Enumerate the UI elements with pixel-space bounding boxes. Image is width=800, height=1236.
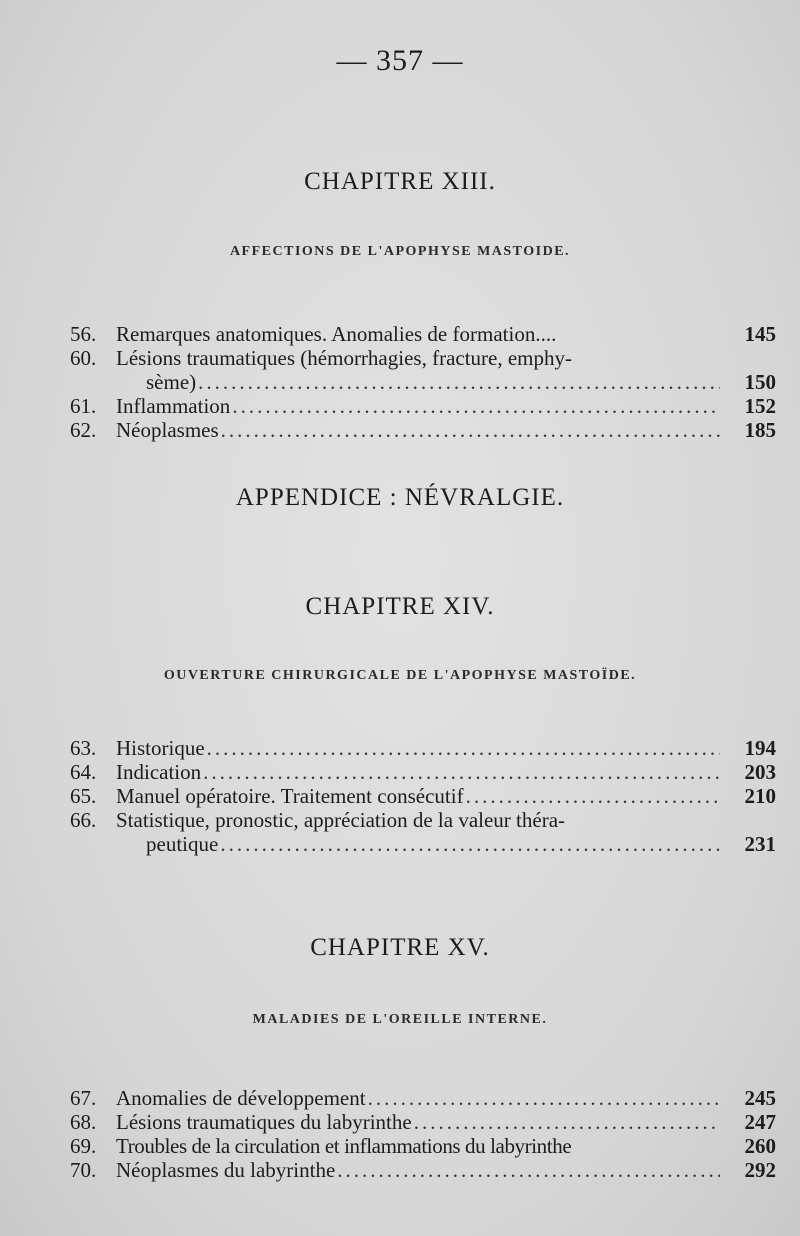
leader-dots — [414, 1110, 720, 1134]
entry-number: 64. — [70, 760, 97, 784]
chapter-heading-14: CHAPITRE XIV. — [305, 593, 495, 620]
entry-title: Inflammation — [116, 394, 231, 418]
entry-page: 260 — [744, 1134, 776, 1158]
leader-dots — [203, 760, 720, 784]
entry-title: Anomalies de développement — [116, 1086, 366, 1110]
appendix-heading: APPENDICE : NÉVRALGIE. — [235, 484, 565, 511]
toc-entry — [70, 394, 776, 418]
chapter-heading-13: CHAPITRE XIII. — [304, 168, 496, 195]
entry-number: 63. — [70, 736, 97, 760]
toc-entry — [70, 1134, 776, 1158]
entry-page: 185 — [744, 418, 776, 442]
leader-dots — [337, 1158, 720, 1182]
entry-number: 62. — [70, 418, 97, 442]
entry-page: 210 — [744, 784, 776, 808]
entry-title: Néoplasmes — [116, 418, 219, 442]
entry-page: 203 — [744, 760, 776, 784]
page-number: — 357 — — [336, 44, 464, 77]
leader-dots — [466, 784, 720, 808]
toc-entry — [70, 1158, 776, 1182]
leader-dots — [207, 736, 720, 760]
entry-title: Lésions traumatiques (hémorrhagies, fracture, emphy- — [116, 346, 573, 370]
entry-page: 247 — [744, 1110, 776, 1134]
toc-entry — [70, 808, 776, 832]
entry-number: 61. — [70, 394, 97, 418]
entry-number: 66. — [70, 808, 97, 832]
leader-dots — [232, 394, 720, 418]
entry-page: 145 — [744, 322, 776, 346]
entry-number: 70. — [70, 1158, 97, 1182]
entry-number: 65. — [70, 784, 97, 808]
entry-title: Statistique, pronostic, appréciation de la valeur théra- — [116, 808, 566, 832]
chapter-subtitle-13: AFFECTIONS DE L'APOPHYSE MASTOIDE. — [229, 244, 571, 259]
toc-entry — [70, 346, 776, 370]
toc-entry — [70, 1110, 776, 1134]
leader-dots — [220, 832, 720, 856]
entry-title: Historique — [116, 736, 205, 760]
toc-list-14 — [70, 736, 776, 856]
entry-page: 231 — [744, 832, 776, 856]
toc-list-13 — [70, 322, 776, 442]
entry-page: 245 — [744, 1086, 776, 1110]
entry-title-continuation: sème) — [146, 370, 197, 394]
entry-number: 68. — [70, 1110, 97, 1134]
toc-entry — [70, 1086, 776, 1110]
entry-page: 150 — [744, 370, 776, 394]
entry-number: 56. — [70, 322, 97, 346]
toc-entry — [70, 322, 776, 346]
toc-entry — [70, 736, 776, 760]
toc-entry — [70, 784, 776, 808]
chapter-heading-15: CHAPITRE XV. — [310, 934, 490, 961]
entry-page: 152 — [744, 394, 776, 418]
entry-title: Manuel opératoire. Traitement consécutif — [116, 784, 464, 808]
toc-entry-continuation — [70, 370, 776, 394]
entry-number: 69. — [70, 1134, 97, 1158]
entry-page: 194 — [744, 736, 776, 760]
toc-entry — [70, 760, 776, 784]
entry-title: Indication — [116, 760, 202, 784]
entry-title: Néoplasmes du labyrinthe — [116, 1158, 336, 1182]
toc-entry — [70, 418, 776, 442]
leader-dots — [221, 418, 720, 442]
leader-dots — [198, 370, 720, 394]
chapter-subtitle-15: MALADIES DE L'OREILLE INTERNE. — [252, 1012, 548, 1027]
toc-entry-continuation — [70, 832, 776, 856]
entry-number: 60. — [70, 346, 97, 370]
entry-number: 67. — [70, 1086, 97, 1110]
entry-title: Remarques anatomiques. Anomalies de formation.... — [116, 322, 557, 346]
chapter-subtitle-14: OUVERTURE CHIRURGICALE DE L'APOPHYSE MASTOÏDE. — [163, 668, 637, 683]
entry-title: Troubles de la circulation et inflammations du labyrinthe — [116, 1134, 572, 1158]
toc-list-15 — [70, 1086, 776, 1182]
entry-title-continuation: peutique — [146, 832, 219, 856]
entry-page: 292 — [744, 1158, 776, 1182]
leader-dots — [368, 1086, 720, 1110]
entry-title: Lésions traumatiques du labyrinthe — [116, 1110, 412, 1134]
